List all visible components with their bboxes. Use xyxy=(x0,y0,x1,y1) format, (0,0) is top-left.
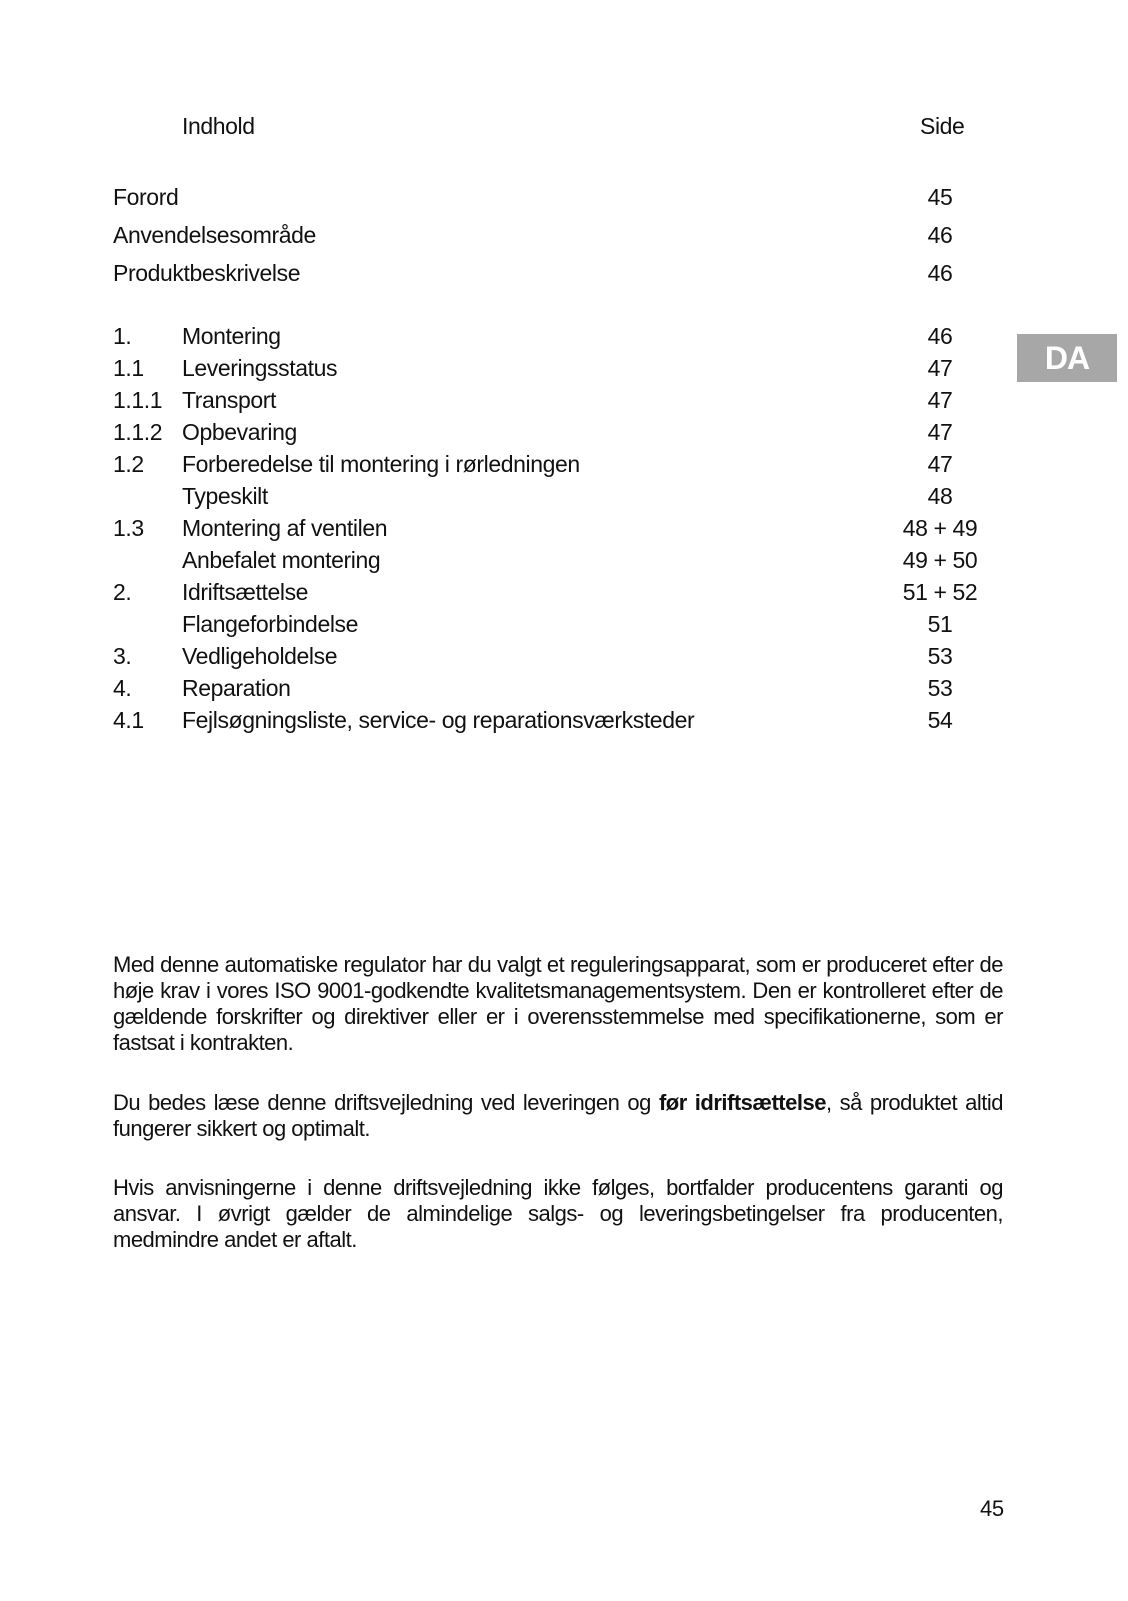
toc-entry-page: 53 xyxy=(927,675,953,701)
toc-row xyxy=(0,673,1128,703)
toc-entry-title: Leveringsstatus xyxy=(182,355,338,381)
toc-entry-number: 2. xyxy=(113,579,132,605)
toc-entry-number: 1.1.1 xyxy=(113,387,163,413)
toc-entry-title: Flangeforbindelse xyxy=(182,611,359,637)
toc-entry-page: 54 xyxy=(927,707,953,733)
toc-row xyxy=(0,705,1128,735)
toc-entry-number: 1.3 xyxy=(113,515,144,541)
toc-row xyxy=(0,353,1128,383)
toc-entry-title: Reparation xyxy=(182,675,291,701)
warranty-paragraph: Hvis anvisningerne i denne driftsvejledning ikke følges, bortfalder producentens garanti og ansvar. I øvrigt gælder de almindelige salgs- og leveringsbetingelser fra producenten, medmindre andet er aftalt. xyxy=(113,1175,1003,1252)
toc-row xyxy=(0,258,1128,288)
toc-entry-title: Fejlsøgningsliste, service- og reparationsværksteder xyxy=(182,707,695,733)
toc-entry-page: 47 xyxy=(927,355,953,381)
instruction-paragraph xyxy=(113,1090,1003,1142)
instruction-text-end: , så produktet altid fungerer sikkert og optimalt. xyxy=(113,1090,1003,1141)
toc-entry-page: 47 xyxy=(927,419,953,445)
toc-entry-number: 1.1.2 xyxy=(113,419,163,445)
toc-entry-title: Opbevaring xyxy=(182,419,297,445)
toc-row xyxy=(0,385,1128,415)
toc-entry-page: 53 xyxy=(927,643,953,669)
toc-entry-page: 48 + 49 xyxy=(902,515,978,541)
toc-entry-page: 48 xyxy=(927,483,953,509)
toc-entry-page: 46 xyxy=(927,260,953,286)
toc-row xyxy=(0,577,1128,607)
toc-entry-page: 49 + 50 xyxy=(902,547,978,573)
toc-row xyxy=(0,545,1128,575)
toc-entry-page: 46 xyxy=(927,222,953,248)
toc-entry-title: Forord xyxy=(113,184,179,210)
toc-row xyxy=(0,449,1128,479)
toc-row xyxy=(0,481,1128,511)
toc-entry-title: Anbefalet montering xyxy=(182,547,381,573)
toc-entry-number: 3. xyxy=(113,643,132,669)
toc-page-heading: Side xyxy=(920,113,965,139)
toc-row xyxy=(0,182,1128,212)
toc-entry-page: 51 + 52 xyxy=(902,579,978,605)
toc-entry-page: 46 xyxy=(927,323,953,349)
toc-entry-number: 4. xyxy=(113,675,132,701)
toc-entry-page: 47 xyxy=(927,451,953,477)
toc-entry-page: 45 xyxy=(927,184,953,210)
toc-entry-number: 4.1 xyxy=(113,707,144,733)
toc-entry-title: Montering xyxy=(182,323,281,349)
toc-entry-number: 1. xyxy=(113,323,132,349)
instruction-text-bold: før idriftsættelse xyxy=(658,1090,826,1115)
toc-entry-title: Anvendelsesområde xyxy=(113,222,316,248)
toc-entry-title: Forberedelse til montering i rørledningen xyxy=(182,451,580,477)
toc-entry-title: Montering af ventilen xyxy=(182,515,388,541)
toc-entry-number: 1.2 xyxy=(113,451,144,477)
toc-row xyxy=(0,609,1128,639)
instruction-text-start: Du bedes læse denne driftsvejledning ved leveringen og xyxy=(113,1090,659,1115)
toc-entry-title: Produktbeskrivelse xyxy=(113,260,301,286)
toc-row xyxy=(0,220,1128,250)
toc-row xyxy=(0,641,1128,671)
toc-entry-page: 51 xyxy=(927,611,953,637)
toc-entry-title: Idriftsættelse xyxy=(182,579,309,605)
toc-heading: Indhold xyxy=(182,113,255,139)
toc-row xyxy=(0,417,1128,447)
toc-row xyxy=(0,321,1128,351)
intro-paragraph: Med denne automatiske regulator har du valgt et reguleringsapparat, som er produceret efter de høje krav i vores ISO 9001-godkendte kvalitetsmanagementsystem. Den er kontrolleret efter de gældende forskrifter og direktiver eller er i overensstemmelse med specifikationerne, som er fastsat i kontrakten. xyxy=(113,952,1003,1055)
page-number: 45 xyxy=(980,1496,1004,1521)
toc-entry-number: 1.1 xyxy=(113,355,144,381)
toc-entry-title: Transport xyxy=(182,387,276,413)
toc-header xyxy=(0,113,1128,143)
language-tab: DA xyxy=(1017,334,1117,382)
toc-row xyxy=(0,513,1128,543)
toc-entry-title: Vedligeholdelse xyxy=(182,643,338,669)
toc-entry-title: Typeskilt xyxy=(182,483,268,509)
toc-entry-page: 47 xyxy=(927,387,953,413)
